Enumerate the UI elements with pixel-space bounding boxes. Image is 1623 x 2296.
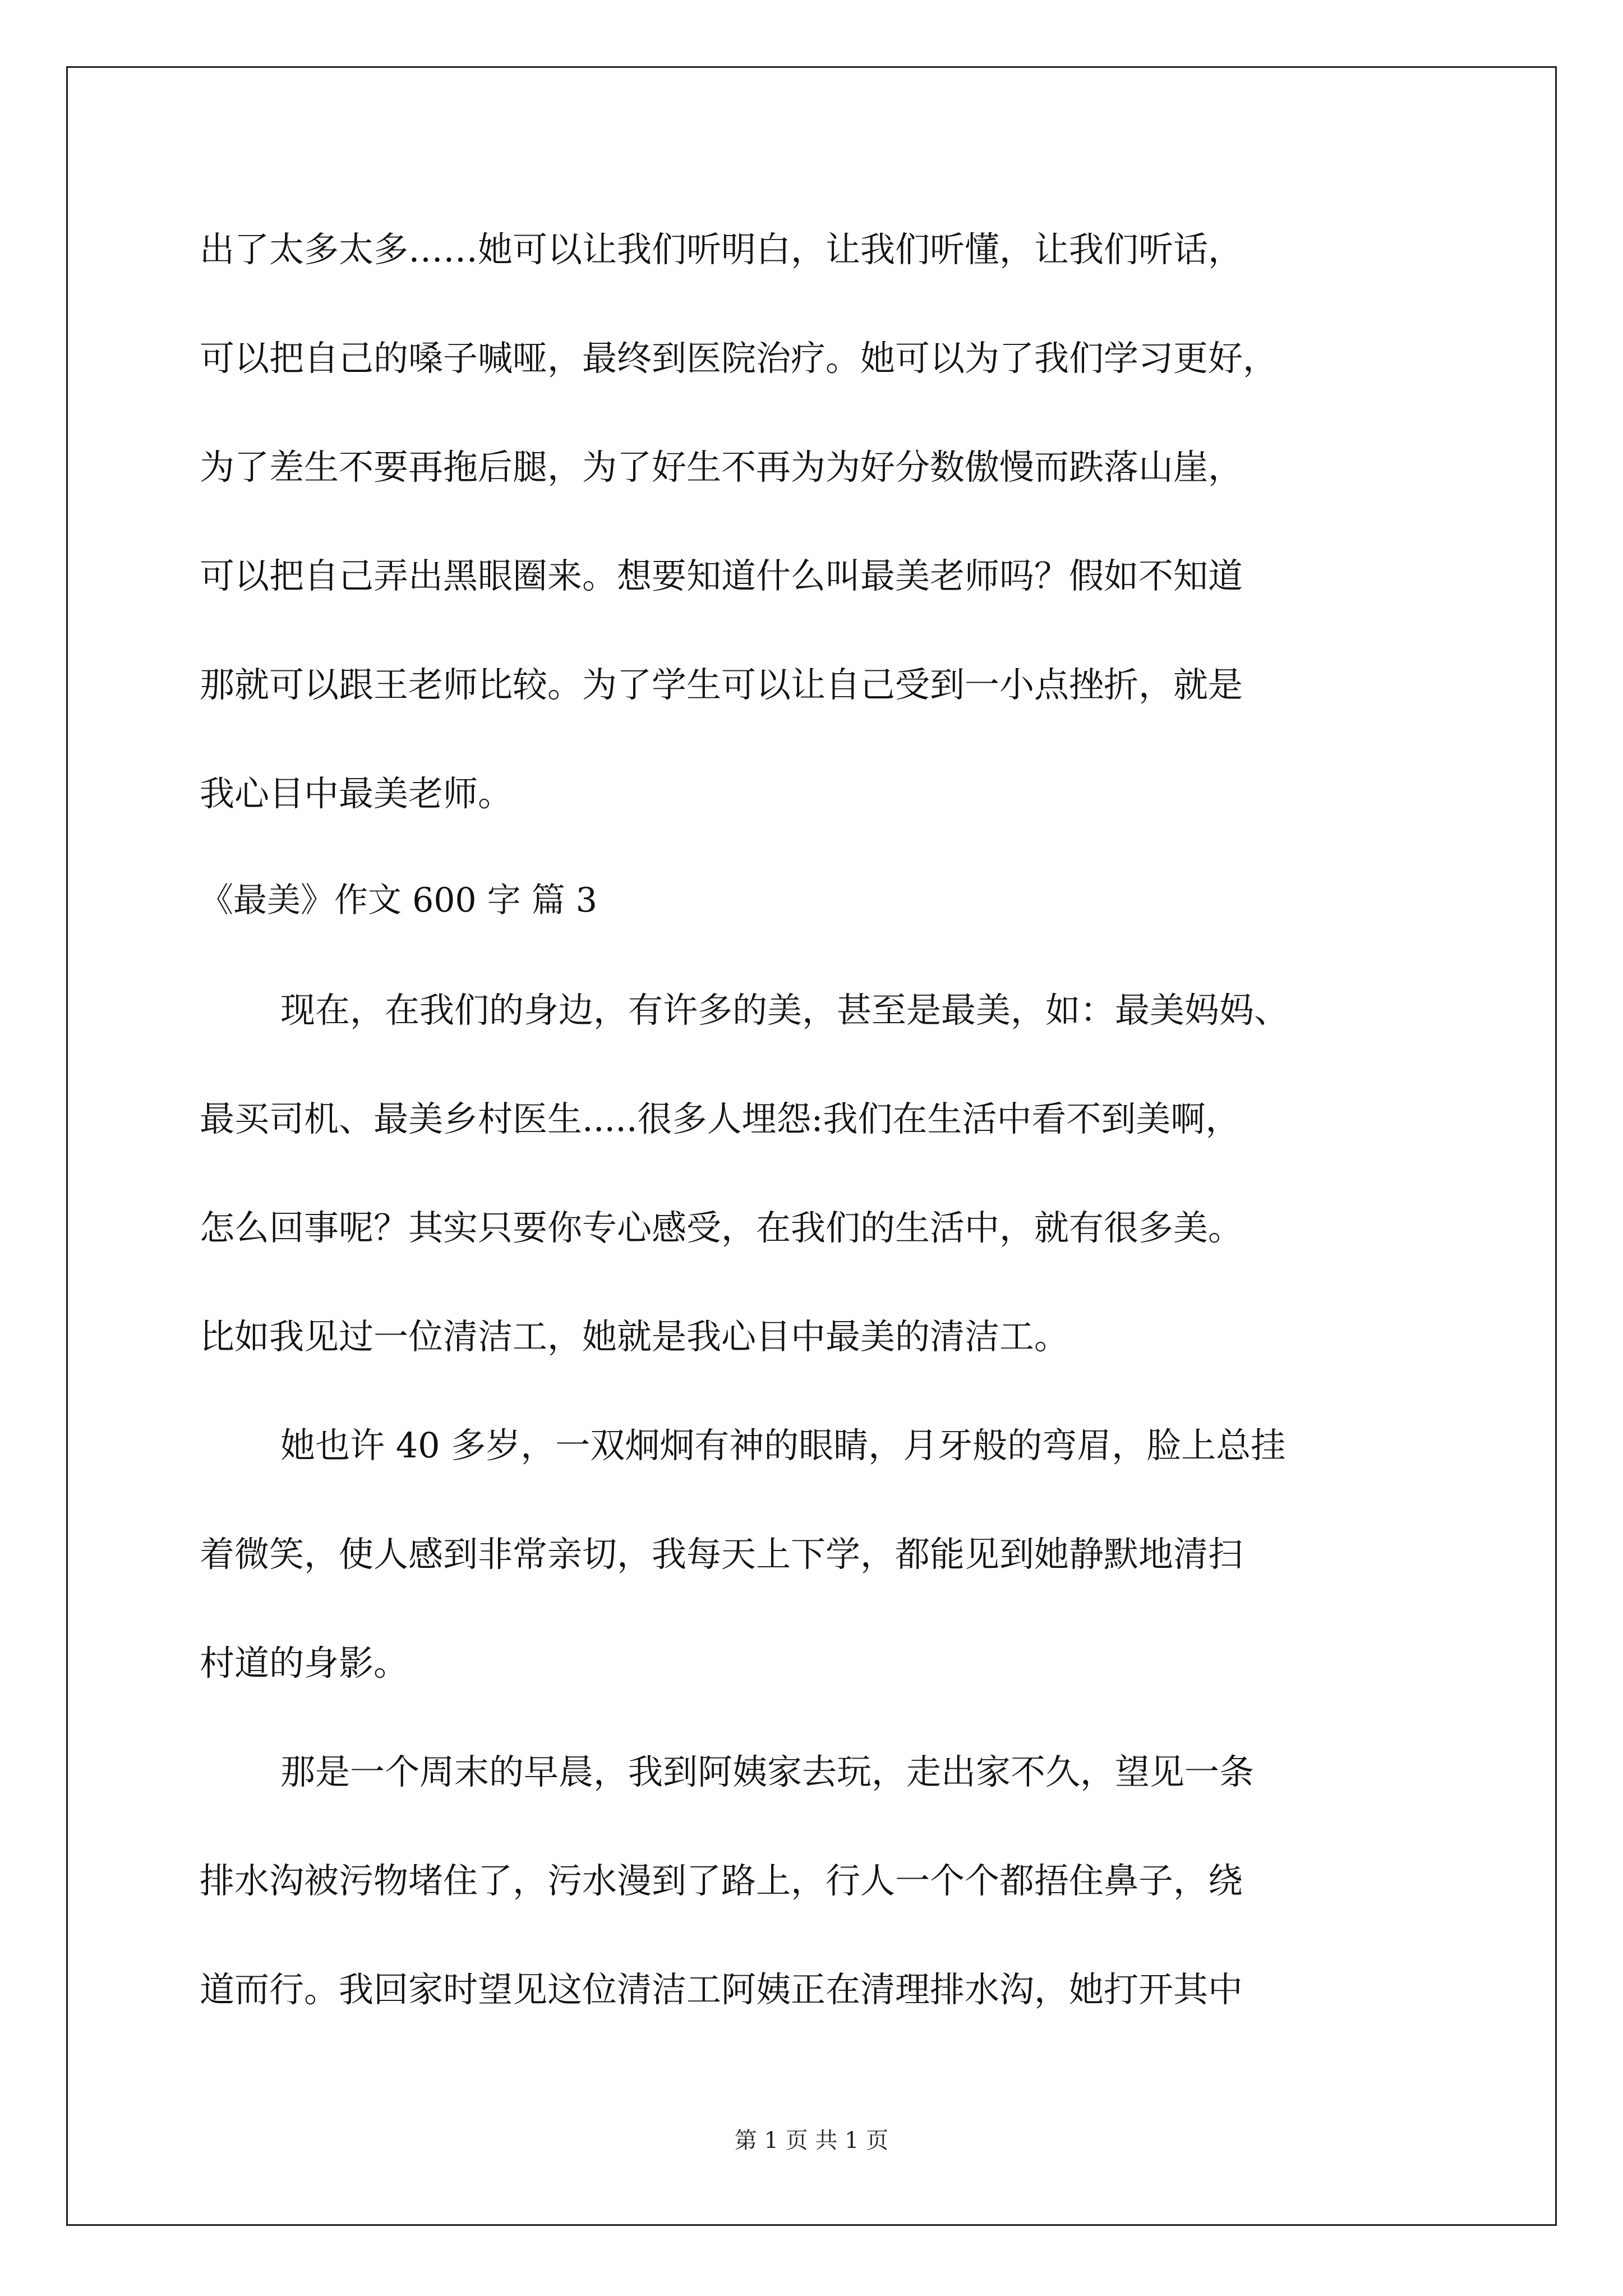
page-indicator: 第 1 页 共 1 页 [734,2128,889,2154]
text-line: 我心目中最美老师。 [200,773,513,814]
section-heading: 《最美》作文 600 字 篇 3 [200,881,597,920]
paragraph-first-line: 现在，在我们的身边，有许多的美，甚至是最美，如：最美妈妈、 [280,990,1289,1030]
text-line: 最买司机、最美乡村医生.....很多人埋怨:我们在生活中看不到美啊， [200,1098,1241,1139]
text-line: 为了差生不要再拖后腿，为了好生不再为为好分数傲慢而跌落山崖， [200,447,1243,487]
text-line: 出了太多太多……她可以让我们听明白，让我们听懂，让我们听话， [200,229,1243,270]
text-line: 可以把自己弄出黑眼圈来。想要知道什么叫最美老师吗？假如不知道 [200,555,1243,596]
text-line: 可以把自己的嗓子喊哑，最终到医院治疗。她可以为了我们学习更好， [200,338,1278,379]
text-line: 那就可以跟王老师比较。为了学生可以让自己受到一小点挫折，就是 [200,664,1243,705]
text-line: 道而行。我回家时望见这位清洁工阿姨正在清理排水沟，她打开其中 [200,1969,1243,2010]
text-line: 怎么回事呢？其实只要你专心感受，在我们的生活中，就有很多美。 [200,1207,1243,1248]
text-line: 着微笑，使人感到非常亲切，我每天上下学，都能见到她静默地清扫 [200,1534,1243,1575]
text-line: 排水沟被污物堵住了，污水漫到了路上，行人一个个都捂住鼻子，绕 [200,1860,1243,1901]
text-line: 村道的身影。 [200,1642,409,1683]
text-line: 比如我见过一位清洁工，她就是我心目中最美的清洁工。 [200,1316,1069,1357]
paragraph-first-line: 她也许 40 多岁，一双炯炯有神的眼睛，月牙般的弯眉，脸上总挂 [280,1425,1286,1466]
paragraph-first-line: 那是一个周末的早晨，我到阿姨家去玩，走出家不久，望见一条 [280,1751,1255,1792]
